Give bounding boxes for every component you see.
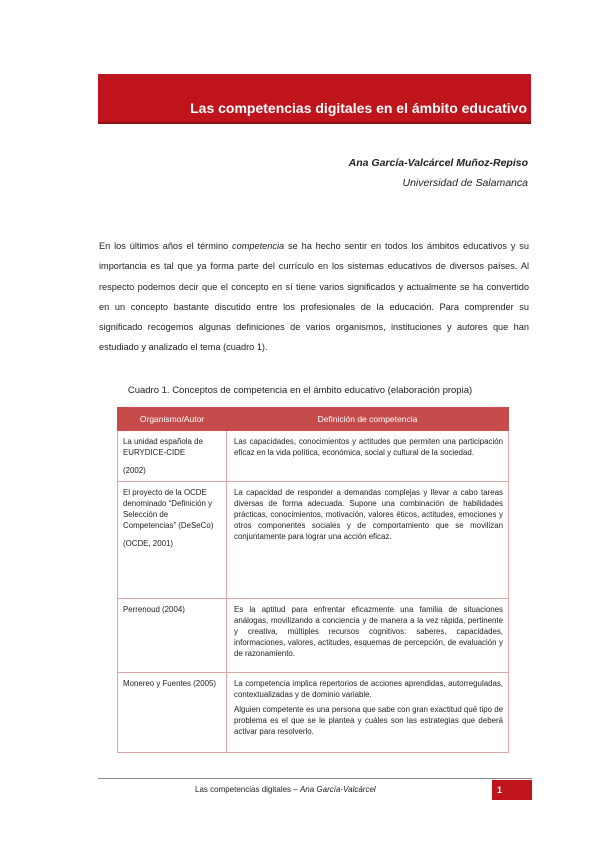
org-name: Monereo y Fuentes (2005) — [123, 679, 216, 688]
org-name: Perrenoud (2004) — [123, 605, 185, 614]
footer-text — [195, 785, 376, 794]
definition-text: La competencia implica repertorios de acciones aprendidas, autorreguladas, contextualizadas y de dominio variable. — [234, 679, 503, 699]
org-year: (2002) — [123, 466, 146, 475]
table-header-row — [118, 408, 509, 431]
competencias-table — [117, 407, 509, 753]
definition-cell: La capacidad de responder a demandas complejas y llevar a cabo tareas diversas de forma adecuada. Supone una combinación de habilidades prácticas, conocimientos, motivación, valores éticos, actitudes, emociones y otros componentes sociales y de comportamiento que se movilizan conjuntamente para lograr una acción eficaz. — [227, 482, 509, 599]
author-name: Ana García-Valcárcel Muñoz-Repiso — [348, 157, 528, 169]
footer-label: Las competencias digitales – — [195, 785, 300, 794]
definition-cell: Es la aptitud para enfrentar eficazmente una familia de situaciones análogas, movilizando a conciencia y de manera a la vez rápida, pertinente y creativa, múltiples recursos cognitivos: saberes, capacidades, informaciones, valores, actitudes, esquemas de percepción, de evaluación y de razonamiento. — [227, 599, 509, 673]
table-row — [118, 431, 509, 482]
column-header-definicion: Definición de competencia — [227, 408, 509, 431]
table-row — [118, 599, 509, 673]
table-caption: Cuadro 1. Conceptos de competencia en el ámbito educativo (elaboración propia) — [127, 385, 473, 396]
org-cell — [118, 673, 227, 753]
intro-text-pre: En los últimos años el término — [99, 241, 233, 251]
definition-cell: Las capacidades, conocimientos y actitudes que permiten una participación eficaz en la vida política, económica, social y cultural de la sociedad. — [227, 431, 509, 482]
table-row — [118, 482, 509, 599]
document-title: Las competencias digitales en el ámbito educativo — [190, 100, 527, 116]
org-cell — [118, 431, 227, 482]
org-cell — [118, 482, 227, 599]
intro-term: competencia — [232, 241, 285, 251]
org-name: La unidad española de EURYDICE-CIDE — [123, 437, 203, 457]
table-row — [118, 673, 509, 753]
org-name: El proyecto de la OCDE denominado “Definición y Selección de Competencias” (DeSeCo) — [123, 488, 214, 530]
footer-author: Ana García-Valcárcel — [299, 785, 376, 794]
org-year: (OCDE, 2001) — [123, 539, 173, 548]
page-number-box — [492, 780, 532, 800]
title-banner — [98, 74, 531, 124]
definition-cell — [227, 673, 509, 753]
footer-divider — [98, 778, 532, 779]
column-header-organismo: Organismo/Autor — [118, 408, 227, 431]
page-number: 1 — [497, 785, 503, 795]
org-cell — [118, 599, 227, 673]
intro-paragraph — [99, 236, 529, 358]
definition-text-2: Alguien competente es una persona que sabe con gran exactitud qué tipo de problema es el que se le plantea y cuáles son las estrategias que deberá activar para resolverlo. — [234, 705, 503, 736]
intro-text-post: se ha hecho sentir en todos los ámbitos educativos y su importancia es tal que ya forma parte del currículo en los sistemas educativos de diversos países. Al respecto podemos decir que el concepto en sí tiene varios significados y actualmente se ha convertido en un concepto bastante discutido entre los profesionales de la educación. Para comprender su significado recogemos algunas definiciones de varios organismos, instituciones y autores que han estudiado y analizado el tema (cuadro 1). — [99, 241, 529, 353]
author-affiliation: Universidad de Salamanca — [402, 177, 528, 189]
